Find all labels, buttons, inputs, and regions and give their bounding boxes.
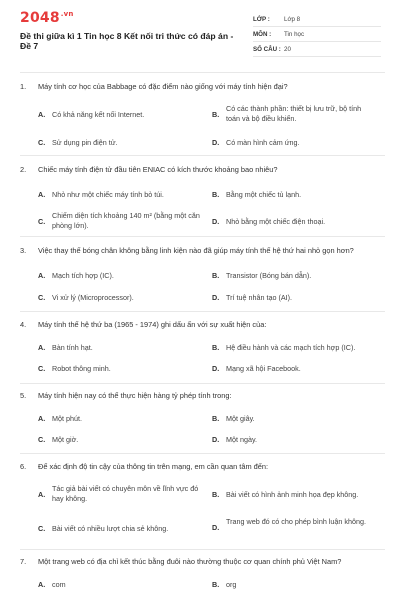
option-letter: D.: [212, 138, 220, 147]
question-prompt: Một trang web có địa chỉ kết thúc bằng đuôi nào thường thuộc cơ quan chính phủ Việt Nam?: [38, 557, 342, 566]
option-text: Transistor (Bóng bán dẫn).: [226, 271, 312, 280]
divider: [20, 549, 385, 550]
option-text: Mạch tích hợp (IC).: [52, 271, 114, 280]
option-text: Vi xử lý (Microprocessor).: [52, 293, 134, 302]
option-letter: C.: [38, 217, 46, 226]
option-text: Có khả năng kết nối Internet.: [52, 110, 145, 119]
question-number: 4.: [20, 320, 27, 329]
question-text: [20, 557, 390, 567]
meta-key: MÔN :: [253, 30, 272, 38]
option-text: Chiếm diện tích khoảng 140 m² (bằng một căn phòng lớn).: [52, 211, 200, 230]
divider: [20, 236, 385, 237]
option-text: Một giờ.: [52, 435, 79, 444]
question-prompt: Máy tính thế hệ thứ ba (1965 - 1974) ghi dấu ấn với sự xuất hiện của:: [38, 320, 267, 329]
option-letter: C.: [38, 138, 46, 147]
option-letter: B.: [212, 190, 220, 199]
meta-row-subject: [253, 27, 381, 42]
option-text: Nhỏ bằng một chiếc điện thoại.: [226, 217, 326, 226]
option-letter: A.: [38, 580, 46, 589]
option-text: Trang web đó có cho phép bình luận không.: [226, 517, 366, 526]
option-letter: D.: [212, 293, 220, 302]
meta-value: 20: [284, 45, 291, 53]
option-text: Robot thông minh.: [52, 364, 111, 373]
question-prompt: Để xác định độ tin cậy của thông tin trên mạng, em cần quan tâm đến:: [38, 462, 269, 471]
question-prompt: Việc thay thế bóng chân không bằng linh kiện nào đã giúp máy tính thế hệ thứ hai nhỏ gọn hơn?: [38, 246, 354, 255]
option-text: Hệ điều hành và các mạch tích hợp (IC).: [226, 343, 356, 352]
option-letter: B.: [212, 343, 220, 352]
question-text: [20, 391, 390, 401]
meta-key: SỐ CÂU :: [253, 45, 281, 53]
option-text: Bàn tính hạt.: [52, 343, 93, 352]
option-letter: B.: [212, 271, 220, 280]
option-letter: C.: [38, 293, 46, 302]
option-text: Bài viết có nhiều lượt chia sẻ không.: [52, 524, 169, 533]
divider: [20, 72, 385, 73]
option-letter: A.: [38, 190, 46, 199]
option-letter: D.: [212, 364, 220, 373]
question-number: 5.: [20, 391, 27, 400]
option-letter: A.: [38, 343, 46, 352]
logo-tld: .vn: [60, 10, 74, 19]
question-text: [20, 82, 390, 92]
meta-row-count: [253, 42, 381, 57]
question-text: [20, 462, 390, 472]
divider: [20, 311, 385, 312]
question-number: 2.: [20, 165, 27, 174]
option-text: Tác giả bài viết có chuyên môn về lĩnh vực đó hay không.: [52, 484, 199, 503]
question-number: 6.: [20, 462, 27, 471]
option-text: Sử dụng pin điện tử.: [52, 138, 118, 147]
divider: [20, 383, 385, 384]
question-number: 1.: [20, 82, 27, 91]
option-letter: B.: [212, 490, 220, 499]
meta-row-class: [253, 12, 381, 27]
meta-value: Lớp 8: [284, 15, 301, 23]
option-letter: A.: [38, 110, 46, 119]
option-letter: C.: [38, 435, 46, 444]
header: [0, 0, 400, 64]
site-logo[interactable]: [20, 10, 74, 26]
logo-brand: 2048: [20, 10, 60, 26]
question-number: 3.: [20, 246, 27, 255]
option-letter: C.: [38, 364, 46, 373]
option-text: Nhỏ như một chiếc máy tính bỏ túi.: [52, 190, 164, 199]
option-letter: A.: [38, 490, 46, 499]
question-prompt: Chiếc máy tính điện tử đầu tiên ENIAC có kích thước khoảng bao nhiêu?: [38, 165, 278, 174]
option-text: Bằng một chiếc tủ lạnh.: [226, 190, 302, 199]
option-text: Có màn hình cảm ứng.: [226, 138, 300, 147]
option-text: Trí tuệ nhân tạo (AI).: [226, 293, 293, 302]
option-letter: C.: [38, 524, 46, 533]
exam-title: Đề thi giữa kì 1 Tin học 8 Kết nối tri thức có đáp án - Đề 7: [20, 31, 234, 51]
divider: [20, 155, 385, 156]
divider: [20, 453, 385, 454]
option-text: org: [226, 580, 237, 589]
meta-value: Tin học: [284, 30, 305, 38]
option-text: Một phút.: [52, 414, 82, 423]
option-letter: D.: [212, 523, 220, 532]
question-prompt: Máy tính cơ học của Babbage có đặc điểm nào giống với máy tính hiện đại?: [38, 82, 288, 91]
question-text: [20, 246, 390, 256]
meta-key: LỚP :: [253, 15, 270, 23]
option-letter: B.: [212, 580, 220, 589]
option-text: Bài viết có hình ảnh minh họa đẹp không.: [226, 490, 359, 499]
option-letter: B.: [212, 110, 220, 119]
option-letter: D.: [212, 217, 220, 226]
option-text: Một ngày.: [226, 435, 258, 444]
option-letter: A.: [38, 271, 46, 280]
question-prompt: Máy tính hiện nay có thể thực hiện hàng tỷ phép tính trong:: [38, 391, 232, 400]
question-number: 7.: [20, 557, 27, 566]
option-text: com: [52, 580, 66, 589]
option-text: Một giây.: [226, 414, 255, 423]
option-letter: B.: [212, 414, 220, 423]
option-text: Mạng xã hội Facebook.: [226, 364, 301, 373]
exam-meta: [253, 12, 381, 57]
option-text: Có các thành phần: thiết bị lưu trữ, bộ tính toán và bộ điều khiển.: [226, 104, 362, 123]
question-text: [20, 320, 390, 330]
question-text: [20, 165, 390, 175]
option-letter: D.: [212, 435, 220, 444]
option-letter: A.: [38, 414, 46, 423]
